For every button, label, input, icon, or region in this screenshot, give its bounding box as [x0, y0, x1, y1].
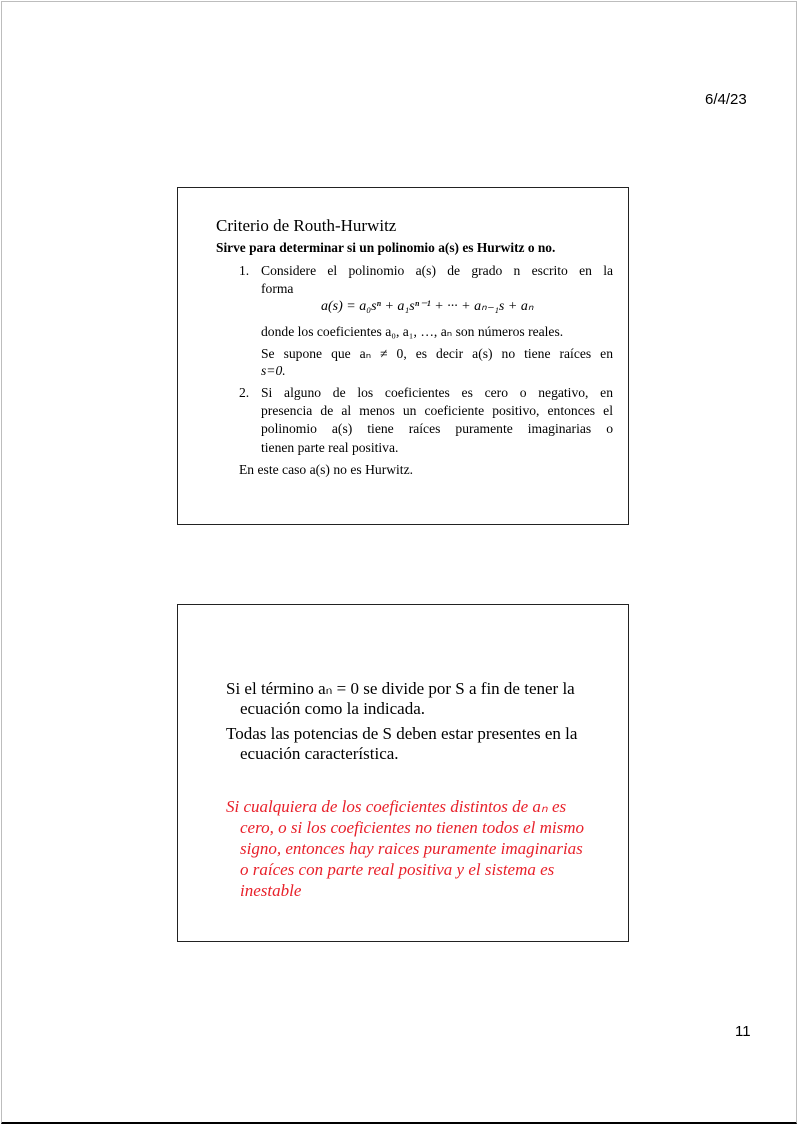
para2-line: ecuación característica. [240, 744, 399, 763]
slide-subtitle: Sirve para determinar si un polinomio a(s) es Hurwitz o no. [216, 240, 556, 255]
para1-line: Si el término aₙ = 0 se divide por S a fin de tener la [226, 679, 575, 698]
conclusion: En este caso a(s) no es Hurwitz. [239, 462, 414, 477]
warning-line: cero, o si los coeficientes no tienen todos el mismo [240, 818, 585, 837]
header-date: 6/4/23 [705, 91, 747, 108]
item1-line: Se supone que aₙ ≠ 0, es decir a(s) no tiene raíces en [261, 346, 613, 361]
item2-line: tienen parte real positiva. [261, 440, 399, 455]
item1-line: Considere el polinomio a(s) de grado n escrito en la [261, 263, 613, 278]
item1-line: donde los coeficientes a₀, a₁, …, aₙ son números reales. [261, 324, 564, 339]
item1-line: s=0. [261, 363, 286, 378]
slide-conditions [177, 604, 629, 942]
item1-line: forma [261, 281, 294, 296]
item2-line: presencia de al menos un coeficiente positivo, entonces el [261, 403, 613, 418]
polynomial-formula: a(s) = a₀sⁿ + a₁sⁿ⁻¹ + ··· + aₙ₋₁s + aₙ [321, 299, 534, 314]
document-page [1, 1, 797, 1124]
warning-line: signo, entonces hay raices puramente imaginarias [240, 839, 583, 858]
item2-number: 2. [239, 385, 250, 400]
item1-number: 1. [239, 263, 250, 278]
item2-line: Si alguno de los coeficientes es cero o negativo, en [261, 385, 613, 400]
item2-line: polinomio a(s) tiene raíces puramente imaginarias o [261, 421, 613, 436]
para2-line: Todas las potencias de S deben estar presentes en la [226, 724, 578, 743]
slide-routh-hurwitz [177, 187, 629, 525]
warning-line: inestable [240, 881, 302, 900]
warning-line: Si cualquiera de los coeficientes distintos de aₙ es [226, 797, 567, 816]
para1-line: ecuación como la indicada. [240, 699, 426, 718]
page-number: 11 [735, 1023, 751, 1040]
slide-title: Criterio de Routh-Hurwitz [216, 216, 397, 235]
warning-line: o raíces con parte real positiva y el sistema es [240, 860, 555, 879]
